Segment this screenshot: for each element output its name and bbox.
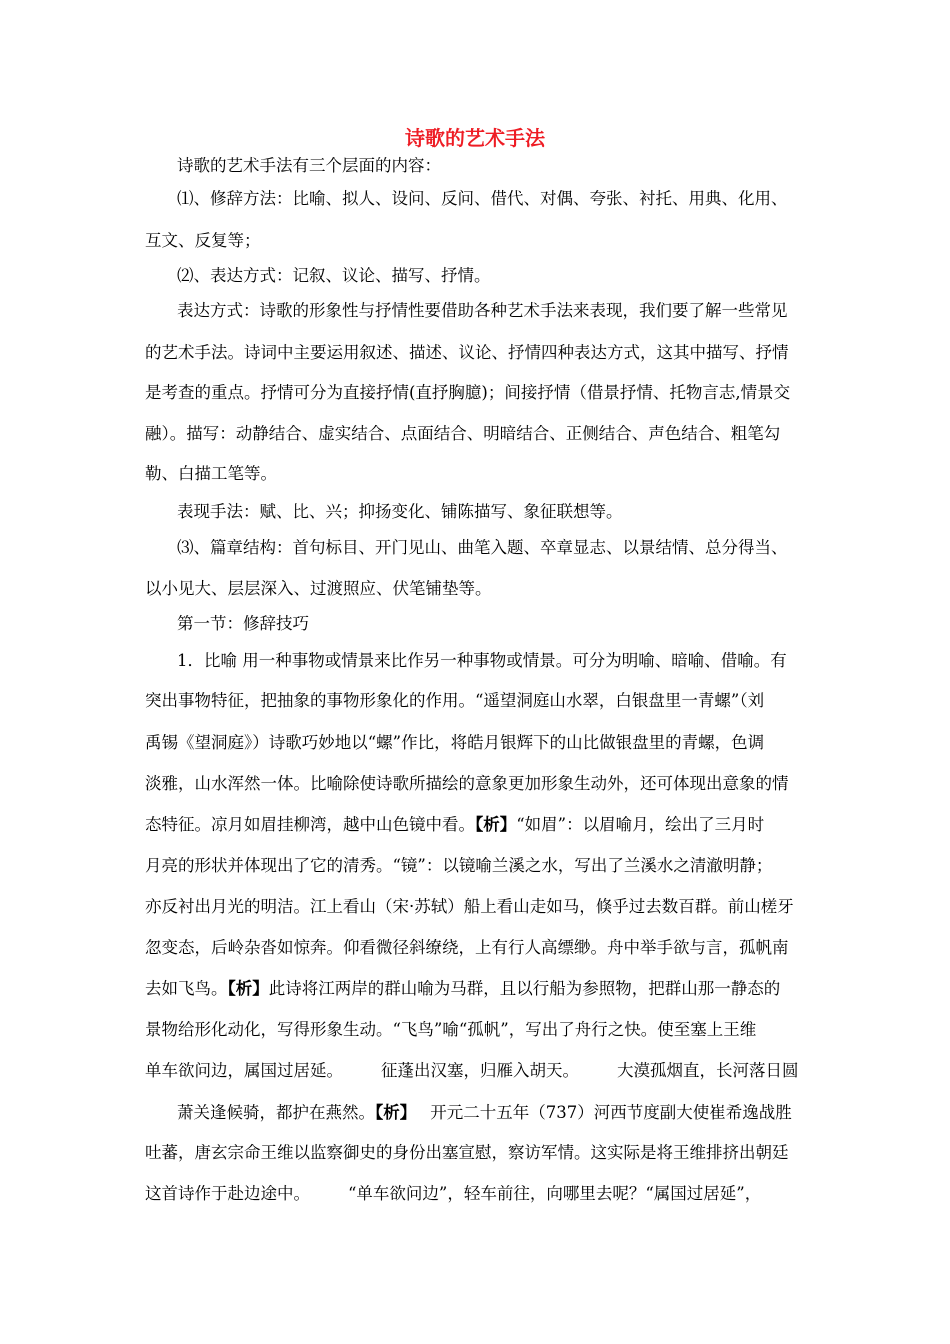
structure-line-1: ⑶、篇章结构：首句标目、开门见山、曲笔入题、卒章显志、以景结情、总分得当、 [177,538,788,557]
poem-line [145,1060,799,1082]
poem-verse: 征蓬出汉塞，归雁入胡天。 [381,1061,579,1080]
analysis-marker: 【析】 [475,815,517,834]
paragraph-line: 禹锡《望洞庭》）诗歌巧妙地以“螺”作比，将皓月银辉下的山比做银盘里的青螺，色调 [145,733,765,752]
paragraph-line: 的艺术手法。诗词中主要运用叙述、描述、议论、抒情四种表达方式，这其中描写、抒情 [145,343,789,362]
expression-line: ⑵、表达方式：记叙、议论、描写、抒情。 [177,266,491,285]
paragraph-text: 此诗将江两岸的群山喻为马群，且以行船为参照物，把群山那一静态的 [268,979,781,998]
paragraph-text: “单车欲问边”，轻车前往，向哪里去呢？“属国过居延”， [348,1184,762,1203]
section-heading: 第一节：修辞技巧 [177,614,309,633]
poem-verse: 大漠孤烟直，长河落日圆 [617,1061,799,1080]
analysis-marker: 【析】 [375,1103,417,1122]
paragraph-line: 吐蕃，唐玄宗命王维以监察御史的身份出塞宣慰，察访军情。这实际是将王维排挤出朝廷 [145,1143,789,1162]
paragraph-text: “如眉”：以眉喻月，绘出了三月时 [516,815,765,834]
paragraph-line: 忽变态，后岭杂沓如惊奔。仰看微径斜缭绕，上有行人高缥缈。舟中举手欲与言，孤帆南 [145,938,789,957]
paragraph-line: 月亮的形状并体现出了它的清秀。“镜”：以镜喻兰溪之水，写出了兰溪水之清澈明静； [145,856,773,875]
structure-line-2: 以小见大、层层深入、过渡照应、伏笔铺垫等。 [145,579,492,598]
paragraph-text: 去如飞鸟。 [145,979,228,998]
paragraph-line: 是考查的重点。抒情可分为直接抒情(直抒胸臆)；间接抒情（借景抒情、托物言志,情景交 [145,383,791,402]
document-title: 诗歌的艺术手法 [405,126,545,150]
paragraph-text: 这首诗作于赴边途中。 [145,1184,310,1203]
paragraph-line: 勒、白描工笔等。 [145,464,277,483]
rhetoric-line-1: ⑴、修辞方法：比喻、拟人、设问、反问、借代、对偶、夸张、衬托、用典、化用、 [177,189,788,208]
intro-line: 诗歌的艺术手法有三个层面的内容： [177,156,441,175]
paragraph-line: 景物给形化动化，写得形象生动。“飞鸟”喻“孤帆”，写出了舟行之快。使至塞上王维 [145,1020,757,1039]
technique-line: 表现手法：赋、比、兴；抑扬变化、铺陈描写、象征联想等。 [177,502,623,521]
paragraph-line: 突出事物特征，把抽象的事物形象化的作用。“遥望洞庭山水翠，白银盘里一青螺”（刘 [145,691,765,710]
paragraph-line [145,978,780,1000]
paragraph-line: 表达方式：诗歌的形象性与抒情性要借助各种艺术手法来表现，我们要了解一些常见 [177,301,788,320]
paragraph-text: 开元二十五年（737）河西节度副大使崔希逸战胜 [430,1103,792,1122]
paragraph-text: 态特征。凉月如眉挂柳湾，越中山色镜中看。 [145,815,475,834]
poem-verse: 萧关逢候骑，都护在燕然。 [177,1103,375,1122]
poem-verse: 单车欲问边，属国过居延。 [145,1061,343,1080]
paragraph-line: 亦反衬出月光的明洁。江上看山（宋·苏轼）船上看山走如马，倏乎过去数百群。前山槎牙 [145,897,794,916]
paragraph-line: 融）。描写：动静结合、虚实结合、点面结合、明暗结合、正侧结合、声色结合、粗笔勾 [145,424,781,443]
analysis-marker: 【析】 [227,979,269,998]
paragraph-line [145,814,764,836]
paragraph-line [145,1183,761,1205]
paragraph-line: 淡雅，山水浑然一体。比喻除使诗歌所描绘的意象更加形象生动外，还可体现出意象的情 [145,774,789,793]
paragraph-line: 1．比喻 用一种事物或情景来比作另一种事物或情景。可分为明喻、暗喻、借喻。有 [177,651,787,670]
paragraph-line [177,1102,792,1124]
rhetoric-line-2: 互文、反复等； [145,231,261,250]
